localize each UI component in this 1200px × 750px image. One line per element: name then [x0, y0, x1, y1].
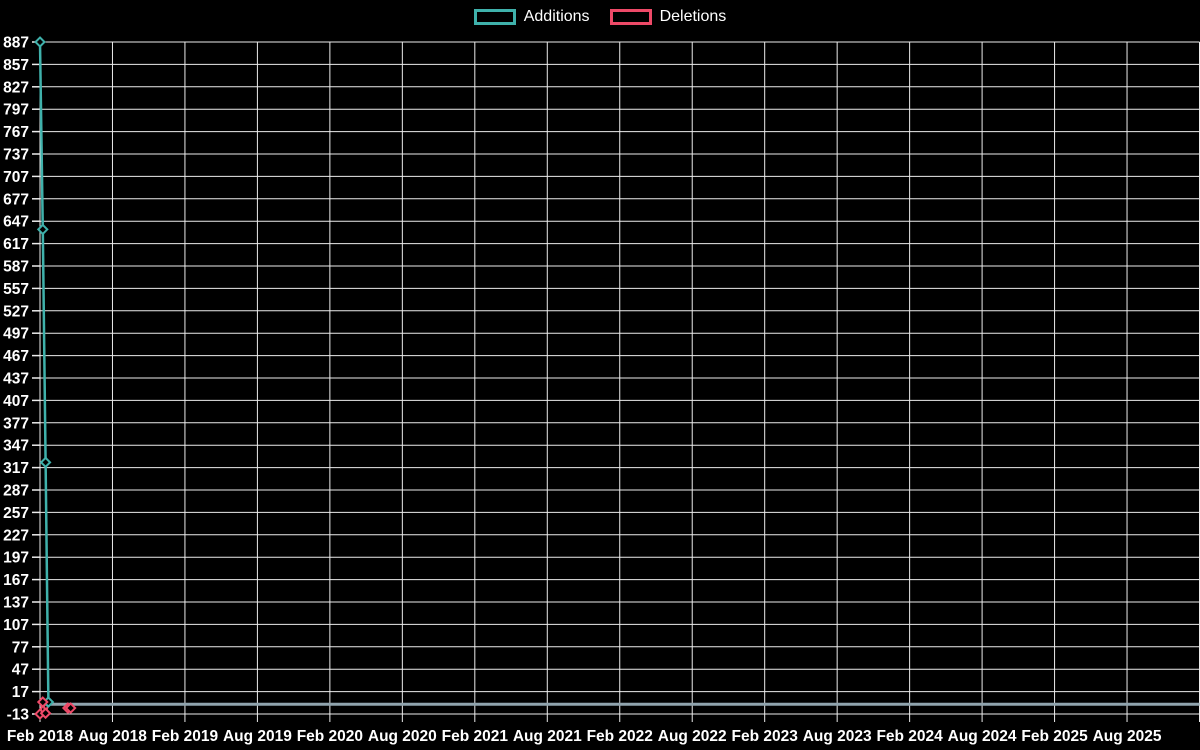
x-tick-label: Feb 2018 [6, 728, 74, 745]
x-tick-label: Aug 2022 [657, 728, 727, 745]
y-tick-label: 857 [3, 56, 29, 74]
y-tick-label: 557 [3, 280, 29, 298]
deletions-swatch-icon [610, 9, 652, 25]
y-tick-label: 767 [3, 124, 29, 142]
x-tick-label: Aug 2024 [947, 728, 1017, 745]
y-tick-label: 497 [3, 325, 29, 343]
y-tick-label: 887 [3, 34, 29, 52]
y-tick-label: 587 [3, 258, 29, 276]
x-tick-label: Aug 2020 [367, 728, 437, 745]
x-tick-label: Feb 2025 [1021, 728, 1088, 745]
x-tick-label: Feb 2019 [151, 728, 219, 745]
y-tick-label: -13 [6, 706, 29, 724]
y-tick-label: 707 [3, 168, 29, 186]
x-tick-label: Feb 2023 [731, 728, 798, 745]
additions-point-marker [41, 458, 50, 467]
y-tick-label: 527 [3, 303, 29, 321]
y-tick-label: 287 [3, 482, 29, 500]
y-tick-label: 227 [3, 527, 29, 545]
y-tick-label: 407 [3, 392, 29, 410]
legend-item-deletions[interactable] [610, 8, 727, 26]
y-tick-label: 467 [3, 348, 29, 366]
x-tick-label: Feb 2021 [441, 728, 508, 745]
y-tick-label: 827 [3, 79, 29, 97]
y-tick-label: 677 [3, 191, 29, 209]
x-tick-label: Feb 2020 [296, 728, 364, 745]
x-tick-label: Aug 2019 [222, 728, 292, 745]
deletions-legend-label: Deletions [659, 8, 727, 25]
y-tick-label: 437 [3, 370, 29, 388]
x-tick-label: Aug 2025 [1092, 728, 1162, 745]
y-tick-label: 257 [3, 504, 29, 522]
x-tick-label: Aug 2021 [512, 728, 582, 745]
y-tick-label: 47 [11, 661, 29, 679]
y-tick-label: 377 [3, 415, 29, 433]
additions-point-marker [36, 38, 45, 47]
y-tick-label: 647 [3, 213, 29, 231]
x-tick-label: Aug 2018 [78, 728, 147, 745]
x-tick-label: Feb 2024 [876, 728, 943, 745]
y-tick-label: 167 [3, 572, 29, 590]
y-tick-label: 617 [3, 236, 29, 254]
y-tick-label: 77 [11, 639, 29, 657]
additions-legend-label: Additions [523, 8, 590, 25]
y-tick-label: 737 [3, 146, 29, 164]
legend-item-additions[interactable] [474, 8, 590, 26]
y-tick-label: 797 [3, 101, 29, 119]
y-tick-label: 317 [3, 460, 29, 478]
x-tick-label: Feb 2022 [586, 728, 653, 745]
chart-legend [0, 8, 1200, 26]
y-tick-label: 107 [3, 616, 29, 634]
y-tick-label: 137 [3, 594, 29, 612]
additions-swatch-icon [474, 9, 516, 25]
y-tick-label: 347 [3, 437, 29, 455]
y-tick-label: 17 [11, 684, 29, 702]
y-tick-label: 197 [3, 549, 29, 567]
x-tick-label: Aug 2023 [802, 728, 872, 745]
